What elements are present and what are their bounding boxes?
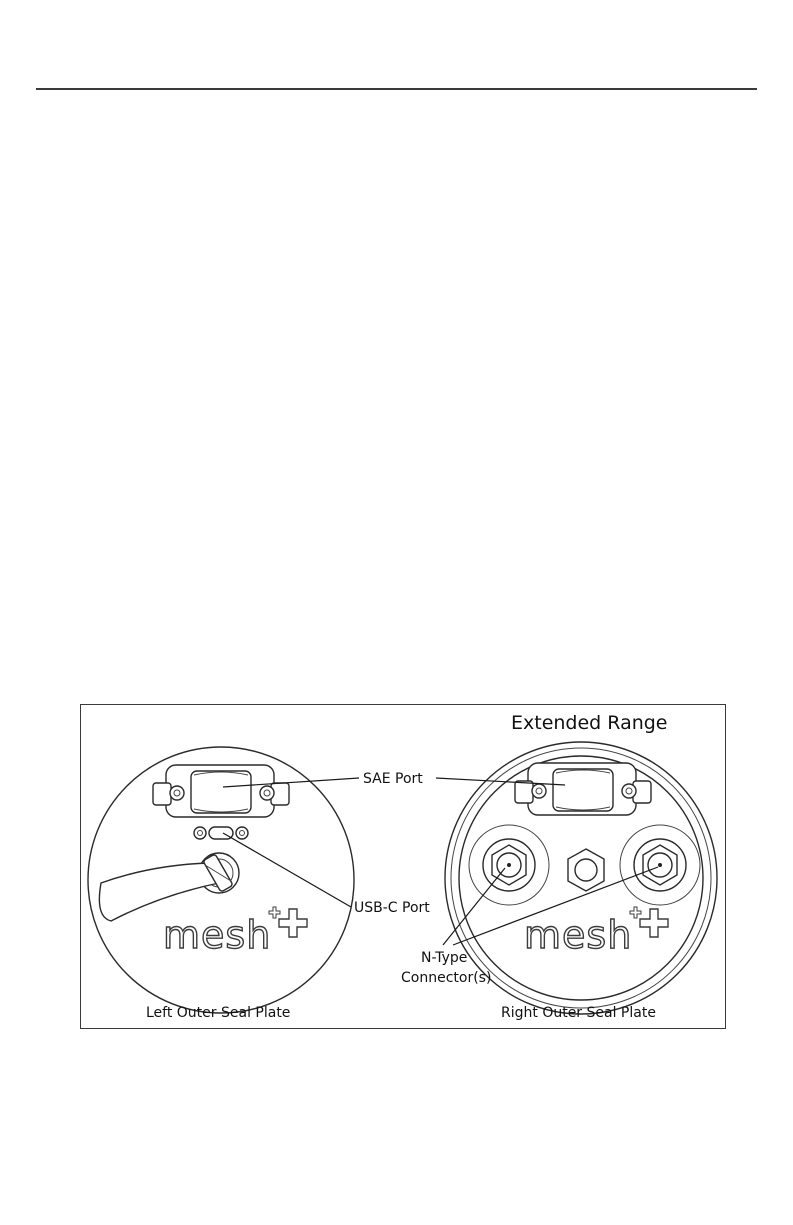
- right-sae-port: [515, 763, 651, 815]
- right-plate-caption: Right Outer Seal Plate: [501, 1005, 656, 1021]
- sae-port-label: SAE Port: [363, 771, 423, 787]
- left-sae-port: [153, 765, 289, 817]
- n-type-label-line1: N-Type: [421, 950, 468, 966]
- left-usb-c-port: [194, 827, 248, 839]
- svg-text:mesh: mesh: [524, 913, 633, 957]
- header-rule: [36, 88, 757, 90]
- svg-text:mesh: mesh: [163, 913, 272, 957]
- left-outer-seal-plate: [88, 747, 354, 1021]
- seal-plate-figure: [80, 704, 726, 1029]
- n-type-label-line2: Connector(s): [401, 970, 492, 986]
- seal-plate-diagram: [81, 705, 727, 1030]
- usb-c-port-label: USB-C Port: [354, 900, 430, 916]
- left-plate-caption: Left Outer Seal Plate: [146, 1005, 291, 1021]
- center-vent-fitting: [568, 849, 604, 891]
- figure-title: Extended Range: [511, 712, 668, 734]
